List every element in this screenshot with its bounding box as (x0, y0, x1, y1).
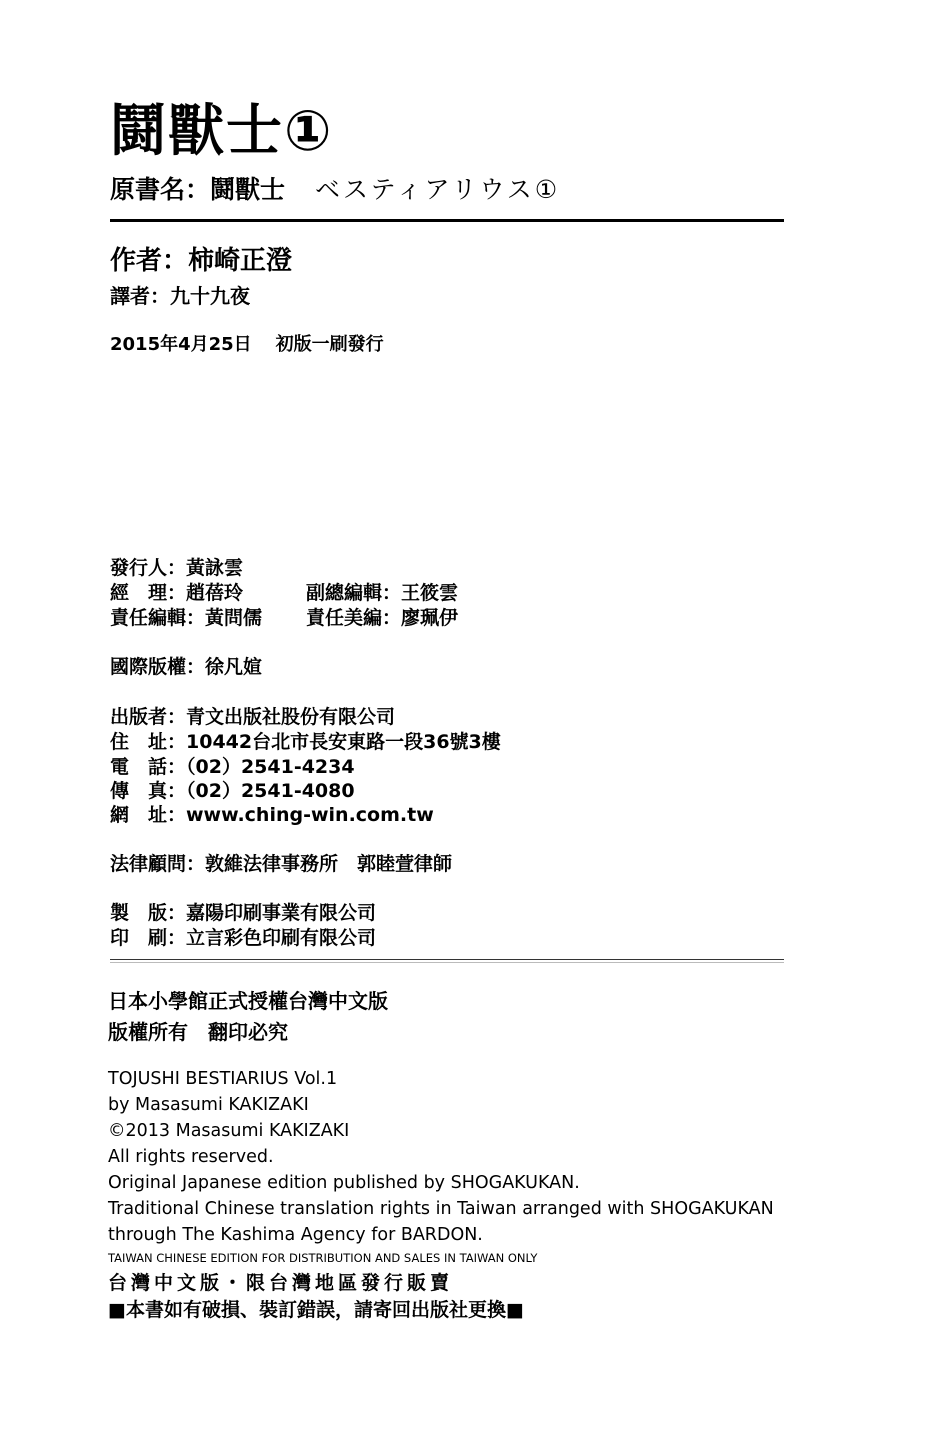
english-line-5: Original Japanese edition published by SHOGAKUKAN. (108, 1173, 580, 1193)
platemaking-line: 製 版：嘉陽印刷事業有限公司 (110, 902, 377, 924)
license-divider-shadow (110, 962, 784, 963)
intl-rights-line: 國際版權：徐凡媗 (110, 656, 263, 678)
license-line-2: 版權所有 翻印必究 (108, 1020, 288, 1044)
publication-date: 2015年4月25日 (110, 334, 252, 355)
english-line-1: TOJUSHI BESTIARIUS Vol.1 (108, 1069, 338, 1089)
publisher-line: 出版者：青文出版社股份有限公司 (110, 706, 396, 728)
license-divider (110, 959, 784, 960)
editor-row (110, 606, 459, 631)
author-line: 作者：柿崎正澄 (110, 246, 293, 276)
art-editor-line: 責任美編：廖珮伊 (306, 607, 459, 629)
original-title-label: 原書名：鬪獸士 (110, 175, 286, 204)
license-line-1: 日本小學館正式授權台灣中文版 (108, 989, 388, 1013)
damage-notice: ■本書如有破損、裝訂錯誤，請寄回出版社更換■ (108, 1299, 524, 1321)
website-line: 網 址：www.ching-win.com.tw (110, 804, 434, 826)
manager-line: 經 理：趙蓓玲 (110, 582, 244, 604)
publication-line (110, 333, 384, 357)
english-line-7: through The Kashima Agency for BARDON. (108, 1225, 483, 1245)
english-line-4: All rights reserved. (108, 1147, 274, 1167)
translator-line: 譯者：九十九夜 (110, 284, 250, 308)
phone-line: 電 話：（02）2541-4234 (110, 756, 355, 778)
deputy-editor-line: 副總編輯：王筱雲 (306, 582, 459, 604)
original-title-kana: ベスティアリウス① (315, 175, 561, 204)
manager-row (110, 581, 459, 606)
publisher-person-line: 發行人：黃詠雲 (110, 557, 244, 579)
printing-line: 印 刷：立言彩色印刷有限公司 (110, 927, 377, 949)
book-title: 鬪獸士① (110, 99, 334, 164)
original-title (110, 174, 560, 206)
edition-info: 初版一刷發行 (275, 334, 384, 355)
english-line-2: by Masasumi KAKIZAKI (108, 1095, 309, 1115)
title-divider (110, 219, 784, 222)
english-line-6: Traditional Chinese translation rights in Taiwan arranged with SHOGAKUKAN (108, 1199, 774, 1219)
fax-line: 傳 真：（02）2541-4080 (110, 780, 355, 802)
editor-line: 責任編輯：黃問儒 (110, 607, 263, 629)
english-line-3: ©2013 Masasumi KAKIZAKI (108, 1121, 350, 1141)
legal-advisor-line: 法律顧問：敦維法律事務所 郭睦萱律師 (110, 853, 453, 875)
taiwan-only-line: 台灣中文版・限台灣地區發行販賣 (108, 1272, 454, 1294)
distribution-note: TAIWAN CHINESE EDITION FOR DISTRIBUTION AND SALES IN TAIWAN ONLY (108, 1251, 538, 1265)
address-line: 住 址：10442台北市長安東路一段36號3樓 (110, 731, 501, 753)
